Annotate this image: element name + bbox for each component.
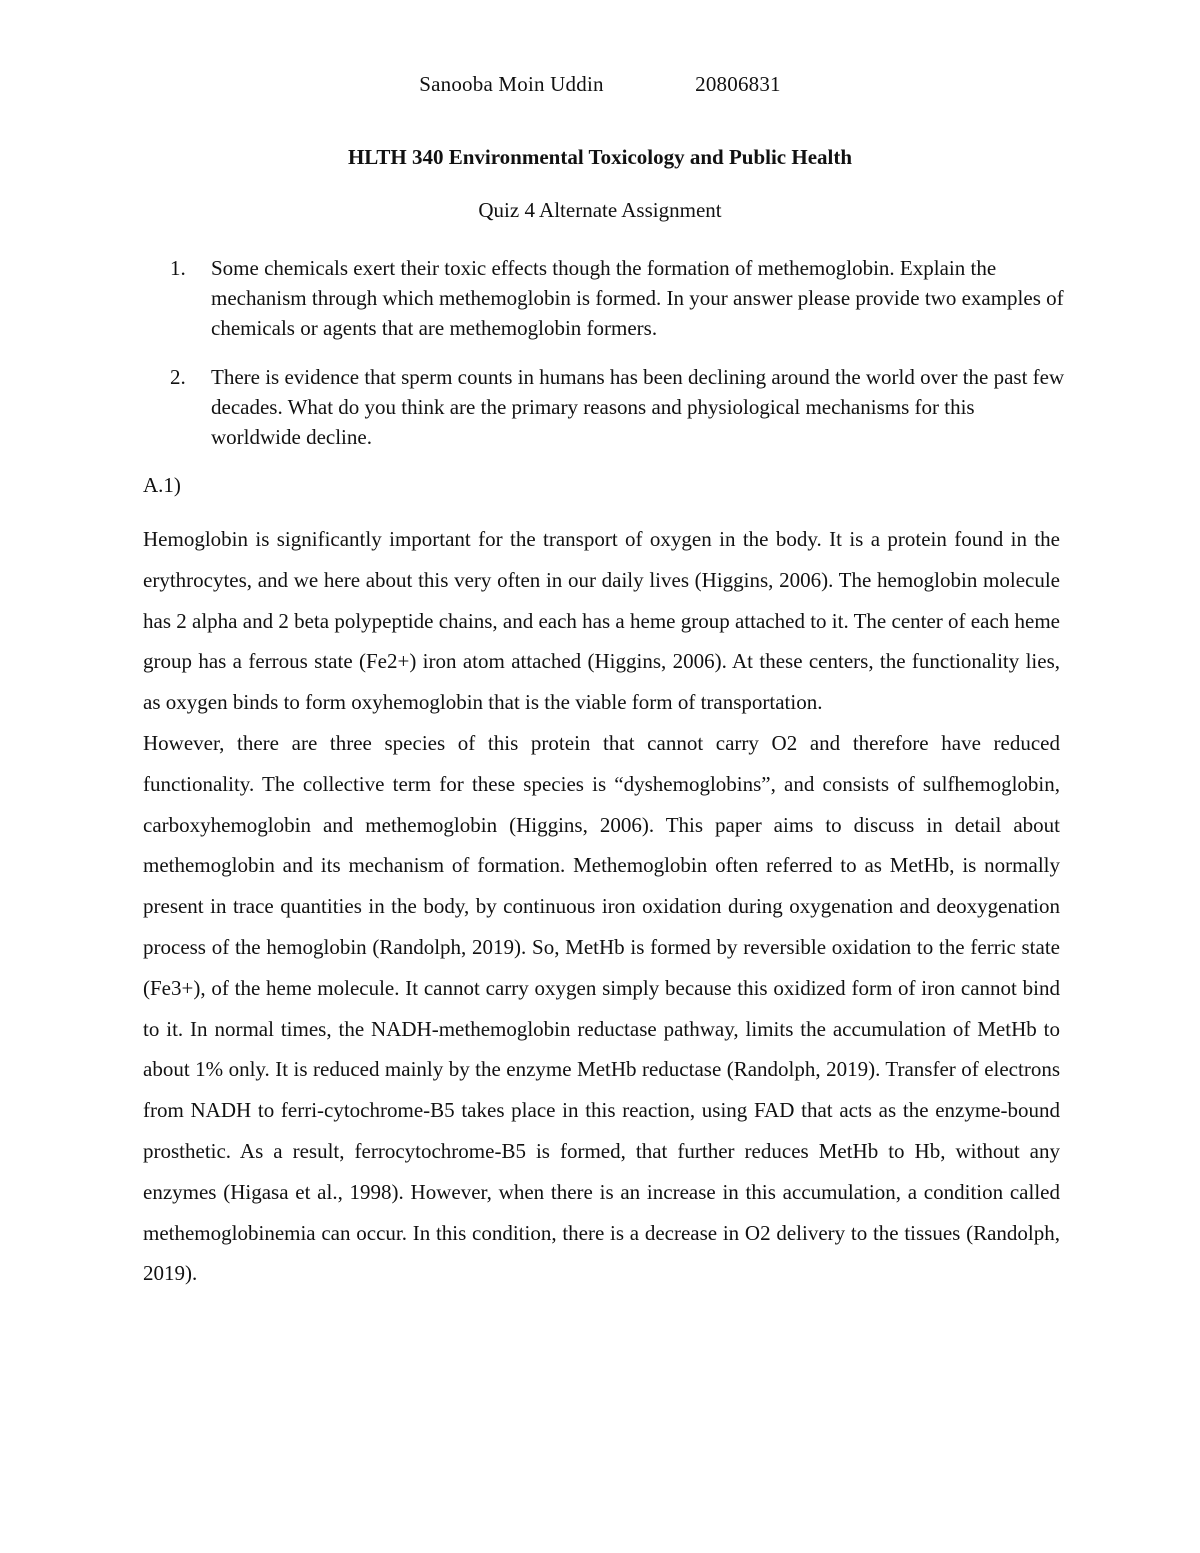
answer-paragraph-2: However, there are three species of this protein that cannot carry O2 and therefore have reduced functionality. The collective term for these species is “dyshemoglobins”, and consists of sulfhemoglobin, carboxyhemoglobin and methemoglobin (Higgins, 2006). This paper aims to discuss in detail about methemoglobin and its mechanism of formation. Methemoglobin often referred to as MetHb, is normally present in trace quantities in the body, by continuous iron oxidation during oxygenation and deoxygenation process of the hemoglobin (Randolph, 2019). So, MetHb is formed by reversible oxidation to the ferric state (Fe3+), of the heme molecule. It cannot carry oxygen simply because this oxidized form of iron cannot bind to it. In normal times, the NADH-methemoglobin reductase pathway, limits the accumulation of MetHb to about 1% only. It is reduced mainly by the enzyme MetHb reductase (Randolph, 2019). Transfer of electrons from NADH to ferri-cytochrome-B5 takes place in this reaction, using FAD that acts as the enzyme-bound prosthetic. As a result, ferrocytochrome-B5 is formed, that further reduces MetHb to Hb, without any enzymes (Higasa et al., 1998). However, when there is an increase in this accumulation, a condition called methemoglobinemia can occur. In this condition, there is a decrease in O2 delivery to the tissues (Randolph, 2019). [143,730,1060,1286]
page-header [0,72,1200,97]
question-item-1 [170,253,1065,343]
question-item-2 [170,362,1065,452]
question-number: 1. [170,256,186,280]
answer-body [143,519,1060,1294]
student-id: 20806831 [695,72,781,96]
question-list-2 [170,362,1065,452]
assignment-title: Quiz 4 Alternate Assignment [478,198,722,222]
author-name: Sanooba Moin Uddin [419,72,604,96]
question-text: There is evidence that sperm counts in humans has been declining around the world over the past few decades. What do you think are the primary reasons and physiological mechanisms for this worldwide decline. [211,365,1065,449]
answer-paragraph-1: Hemoglobin is significantly important for the transport of oxygen in the body. It is a protein found in the erythrocytes, and we here about this very often in our daily lives (Higgins, 2006). The hemoglobin molecule has 2 alpha and 2 beta polypeptide chains, and each has a heme group attached to it. The center of each heme group has a ferrous state (Fe2+) iron atom attached (Higgins, 2006). At these centers, the functionality lies, as oxygen binds to form oxyhemoglobin that is the viable form of transportation. [143,527,1060,715]
question-number: 2. [170,365,186,389]
course-title: HLTH 340 Environmental Toxicology and Public Health [347,145,853,169]
question-list-1 [170,253,1065,343]
question-text: Some chemicals exert their toxic effects though the formation of methemoglobin. Explain the mechanism through which methemoglobin is formed. In your answer please provide two examples of chemicals or agents that are methemoglobin formers. [211,256,1064,340]
answer-label: A.1) [143,473,181,497]
